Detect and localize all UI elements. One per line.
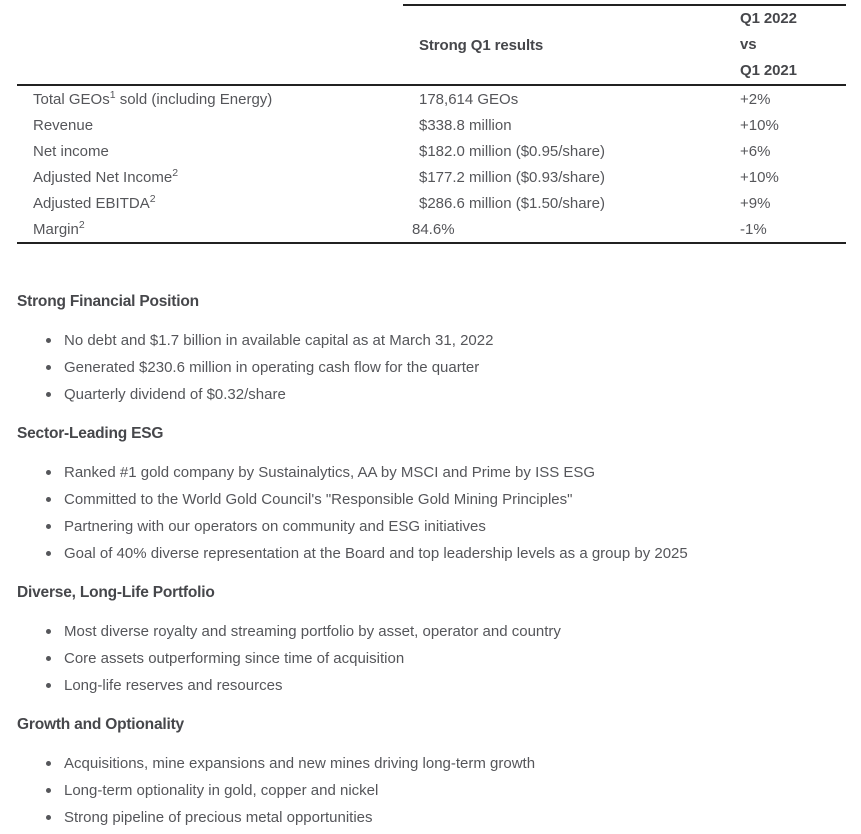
list-item — [17, 672, 844, 699]
row-label: Adjusted Net Income$^2$ — [33, 166, 179, 186]
table-row-total-geos — [17, 86, 846, 112]
q1-results-table — [17, 4, 846, 244]
table-row-margin — [17, 216, 846, 242]
row-label: Total GEOs$^1$ sold (including Energy) — [33, 88, 273, 108]
list-item — [17, 486, 844, 513]
list-item — [17, 459, 844, 486]
row-value: $286.6 million ($1.50/share) — [419, 194, 605, 212]
list-item — [17, 513, 844, 540]
list-item — [17, 750, 844, 777]
list-item — [17, 618, 844, 645]
bullet-text: Quarterly dividend of $0.32/share — [64, 386, 286, 403]
bullet-icon — [46, 338, 51, 343]
bullet-icon — [46, 815, 51, 820]
row-change: +10% — [740, 168, 779, 186]
footnote-marker: 2 — [172, 166, 179, 179]
bullet-icon — [46, 629, 51, 634]
bullet-icon — [46, 788, 51, 793]
table-header-row — [17, 6, 846, 86]
row-change: +6% — [740, 142, 771, 160]
bullet-icon — [46, 683, 51, 688]
list-item — [17, 327, 844, 354]
bullet-text: Strong pipeline of precious metal opportunities — [64, 809, 373, 826]
header-results-title: Strong Q1 results — [419, 36, 544, 54]
table-row-adjusted-net-income — [17, 164, 846, 190]
row-change: +2% — [740, 90, 771, 108]
list-item — [17, 354, 844, 381]
row-change: +10% — [740, 116, 779, 134]
bullet-text: Goal of 40% diverse representation at the Board and top leadership levels as a group by 2025 — [64, 545, 688, 562]
bullet-text: No debt and $1.7 billion in available capital as at March 31, 2022 — [64, 332, 494, 349]
list-item — [17, 381, 844, 408]
bullet-list — [17, 459, 844, 567]
bullet-icon — [46, 470, 51, 475]
bullet-text: Long-term optionality in gold, copper and nickel — [64, 782, 379, 799]
row-label: Margin$^2$ — [33, 218, 85, 238]
row-change: +9% — [740, 194, 771, 212]
bullet-icon — [46, 656, 51, 661]
list-item — [17, 540, 844, 567]
row-label: Net income — [33, 142, 109, 160]
table-row-revenue — [17, 112, 846, 138]
compare-line-3: Q1 2021 — [740, 62, 797, 79]
bullet-text: Long-life reserves and resources — [64, 677, 283, 694]
section-heading: Diverse, Long-Life Portfolio — [17, 584, 215, 601]
footnote-marker: 2 — [78, 218, 85, 231]
bullet-text: Generated $230.6 million in operating cash flow for the quarter — [64, 359, 480, 376]
compare-line-1: Q1 2022 — [740, 10, 797, 27]
list-item — [17, 777, 844, 804]
bullet-text: Committed to the World Gold Council's "Responsible Gold Mining Principles" — [64, 491, 573, 508]
bullet-icon — [46, 365, 51, 370]
list-item — [17, 645, 844, 672]
section-diverse-long-life-portfolio — [17, 582, 844, 699]
bullet-list — [17, 750, 844, 831]
bullet-text: Most diverse royalty and streaming portfolio by asset, operator and country — [64, 623, 561, 640]
bullet-icon — [46, 392, 51, 397]
section-sector-leading-esg — [17, 423, 844, 567]
section-heading: Strong Financial Position — [17, 293, 199, 310]
section-heading: Growth and Optionality — [17, 716, 184, 733]
list-item — [17, 804, 844, 831]
row-value: $177.2 million ($0.93/share) — [419, 168, 605, 186]
row-change: -1% — [740, 220, 767, 238]
header-compare-title — [727, 6, 846, 84]
compare-line-2: vs — [740, 36, 757, 53]
footnote-marker: 1 — [109, 88, 116, 101]
row-value: $338.8 million — [419, 116, 512, 134]
section-strong-financial-position — [17, 291, 844, 408]
row-value: 178,614 GEOs — [419, 90, 519, 108]
highlights-content — [0, 291, 861, 831]
row-label: Adjusted EBITDA$^2$ — [33, 192, 156, 212]
bullet-icon — [46, 497, 51, 502]
q1-results-document — [0, 4, 861, 834]
row-value: $182.0 million ($0.95/share) — [419, 142, 605, 160]
bullet-icon — [46, 551, 51, 556]
table-row-adjusted-ebitda — [17, 190, 846, 216]
bullet-icon — [46, 761, 51, 766]
section-heading: Sector-Leading ESG — [17, 425, 164, 442]
row-label: Revenue — [33, 116, 94, 134]
section-growth-and-optionality — [17, 714, 844, 831]
bullet-text: Core assets outperforming since time of acquisition — [64, 650, 405, 667]
bullet-text: Ranked #1 gold company by Sustainalytics, AA by MSCI and Prime by ISS ESG — [64, 464, 596, 481]
bullet-list — [17, 618, 844, 699]
row-value: 84.6% — [412, 220, 455, 238]
bullet-list — [17, 327, 844, 408]
footnote-marker: 2 — [149, 192, 156, 205]
bullet-text: Partnering with our operators on community and ESG initiatives — [64, 518, 486, 535]
table-row-net-income — [17, 138, 846, 164]
bullet-text: Acquisitions, mine expansions and new mines driving long-term growth — [64, 755, 536, 772]
bullet-icon — [46, 524, 51, 529]
table-body — [17, 86, 846, 244]
